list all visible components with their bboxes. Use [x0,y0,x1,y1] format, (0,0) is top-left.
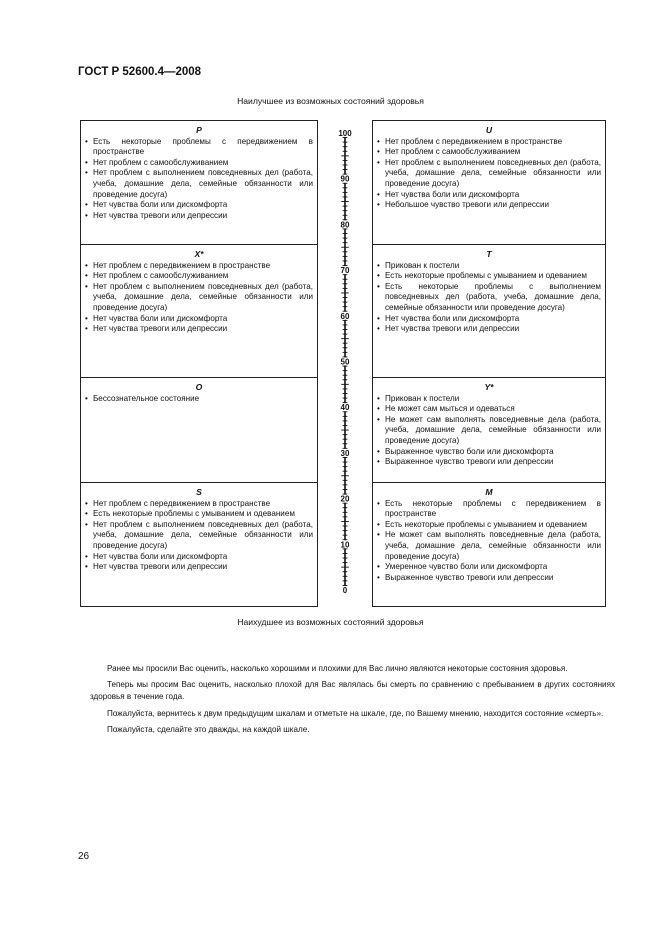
rating-scale-svg [319,120,371,607]
scale-label: 90 [340,174,350,184]
state-item-list [377,499,601,584]
state-card-m [372,482,606,607]
state-card-o [80,377,318,483]
scale-label: 30 [340,448,350,458]
health-states-grid [80,120,606,607]
state-title: Y* [484,382,494,392]
scale-label: 20 [340,494,350,504]
state-item: • Нет чувства тревоги или депрессии [85,211,313,222]
scale-label: 100 [338,129,352,138]
state-item: • Нет чувства боли или дискомфорта [85,200,313,211]
state-title: S [196,487,202,497]
state-item: • Нет проблем с выполнением повседневных дел (работа, учеба, домашние дела, семейные обязанности или проведение досуга) [85,282,313,314]
instruction-paragraph: Ранее мы просили Вас оценить, насколько хорошими и плохими для Вас лично являются некоторые состояния здоровья. [107,664,568,673]
state-card-x [80,244,318,378]
state-item: • Есть некоторые проблемы с передвижением в пространстве [377,499,601,520]
state-item: • Не может сам выполнять повседневные дела (работа, учеба, домашние дела, семейные обязанности или проведение досуга) [377,415,601,447]
state-title: U [485,125,493,135]
state-item: • Нет чувства тревоги или депрессии [377,324,601,335]
state-item: • Бессознательное состояние [85,394,313,405]
page-number: 26 [78,851,90,862]
instructions-text [90,663,615,740]
document-header: ГОСТ Р 52600.4—2008 [78,66,202,78]
instruction-paragraph: Теперь мы просим Вас оценить, насколько плохой для Вас являлась бы смерть по сравнению с пребыванием в других состояниях здоровья в течение года. [90,680,615,702]
state-item-list [377,137,601,211]
state-card-u [372,120,606,245]
state-title: O [195,382,203,392]
scale-label: 70 [340,266,350,276]
state-item: • Есть некоторые проблемы с передвижением в пространстве [85,137,313,158]
state-item: • Небольшое чувство тревоги или депрессии [377,200,601,211]
state-item: • Нет проблем с передвижением в пространстве [85,499,313,510]
state-item: • Прикован к постели [377,394,601,405]
state-card-y [372,377,606,483]
state-item: • Прикован к постели [377,261,601,272]
state-item: • Нет проблем с передвижением в пространстве [377,137,601,148]
state-item: • Не может сам выполнять повседневные дела (работа, учеба, домашние дела, семейные обязанности или проведение досуга) [377,530,601,562]
scale-label: 40 [340,403,350,413]
state-item: • Нет чувства боли или дискомфорта [85,314,313,325]
state-title: T [486,249,492,259]
scale-top-caption: Наилучшее из возможных состояний здоровья [237,96,424,106]
state-item: • Нет проблем с самообслуживанием [377,147,601,158]
state-item: • Есть некоторые проблемы с умыванием и одеванием [85,509,313,520]
instruction-paragraph: Пожалуйста, вернитесь к двум предыдущим шкалам и отметьте на шкале, где, по Вашему мнению, находится состояние «смерть». [107,708,604,718]
rating-scale[interactable] [319,120,371,607]
state-card-p [80,120,318,245]
state-card-s [80,482,318,607]
state-item: • Нет проблем с передвижением в пространстве [85,261,313,272]
state-item: • Нет чувства боли или дискомфорта [377,190,601,201]
state-item: • Нет чувства тревоги или депрессии [85,324,313,335]
state-item: • Нет проблем с выполнением повседневных дел (работа, учеба, домашние дела, семейные обязанности или проведение досуга) [85,520,313,552]
state-title: X* [194,249,204,259]
scale-label: 10 [340,540,350,550]
scale-label: 60 [340,311,350,321]
state-item: • Умеренное чувство боли или дискомфорта [377,562,601,573]
state-item-list [377,394,601,468]
scale-label: 50 [340,357,350,367]
state-item-list [377,261,601,335]
state-item: • Нет чувства тревоги или депрессии [85,562,313,573]
state-item-list [85,137,313,222]
state-item: • Не может сам мыться и одеваться [377,404,601,415]
scale-label: 0 [342,586,348,595]
state-item-list [85,499,313,573]
state-item: • Выраженное чувство боли или дискомфорта [377,447,601,458]
scale-bottom-caption: Наихудшее из возможных состояний здоровья [237,617,424,627]
state-item: • Нет проблем с выполнением повседневных дел (работа, учеба, домашние дела, семейные обязанности или проведение досуга) [85,168,313,200]
state-title: P [196,125,202,135]
state-item: • Нет чувства боли или дискомфорта [377,314,601,325]
state-item-list [85,394,313,405]
state-item: • Есть некоторые проблемы с умыванием и одеванием [377,520,601,531]
state-title: M [485,487,493,497]
state-item: • Нет проблем с выполнением повседневных дел (работа, учеба, домашние дела, семейные обязанности или проведение досуга) [377,158,601,190]
instruction-paragraph: Пожалуйста, сделайте это дважды, на каждой шкале. [107,724,310,734]
state-item: • Нет чувства боли или дискомфорта [85,552,313,563]
scale-label: 80 [340,220,350,230]
state-item: • Выраженное чувство тревоги или депрессии [377,573,601,584]
state-item-list [85,261,313,335]
state-card-t [372,244,606,378]
state-item: • Есть некоторые проблемы с выполнением повседневных дел (работа, учеба, домашние дела, семейные обязанности или проведение досуга) [377,282,601,314]
state-item: • Нет проблем с самообслуживанием [85,158,313,169]
state-item: • Выраженное чувство тревоги или депрессии [377,457,601,468]
state-item: • Нет проблем с самообслуживанием [85,271,313,282]
state-item: • Есть некоторые проблемы с умыванием и одеванием [377,271,601,282]
